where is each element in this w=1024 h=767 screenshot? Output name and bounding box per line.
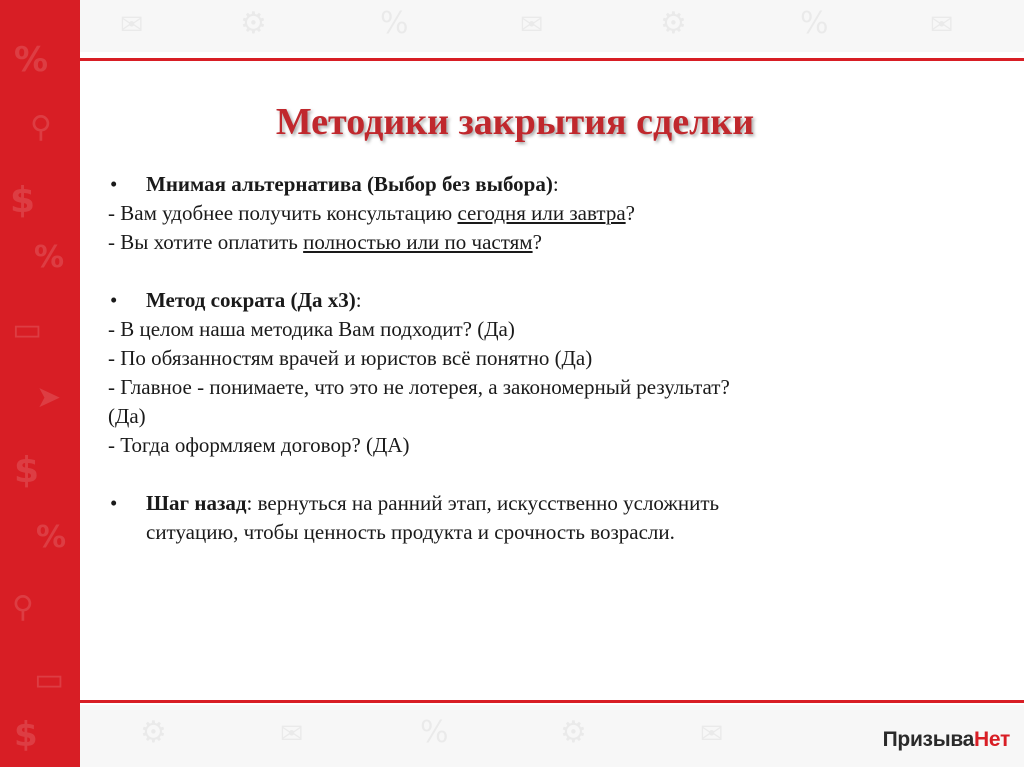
- line-1-underlined: сегодня или завтра: [457, 201, 626, 225]
- pattern-percent-icon: %: [800, 6, 829, 41]
- pattern-card-icon: ▭: [34, 660, 65, 698]
- spacer: [108, 460, 988, 489]
- pattern-envelope-icon: ✉: [700, 717, 724, 750]
- spacer: [108, 257, 988, 286]
- pattern-arrow-icon: ➤: [36, 380, 62, 415]
- pattern-percent-icon: %: [34, 240, 65, 275]
- section-1-heading: [108, 170, 988, 199]
- line-2-suffix: ?: [532, 230, 542, 254]
- slide-title: Методики закрытия сделки: [275, 101, 755, 143]
- section-1-title: Мнимая альтернатива (Выбор без выбора): [146, 172, 553, 196]
- left-decorative-band: [0, 0, 80, 767]
- slide-content: [108, 170, 988, 547]
- logo-text-part-1: Призыва: [882, 728, 975, 751]
- pattern-dollar-icon: $: [10, 180, 36, 221]
- pattern-percent-icon: %: [420, 715, 449, 750]
- pattern-dollar-icon: $: [14, 450, 40, 491]
- section-1-colon: :: [552, 172, 559, 196]
- pattern-gear-icon: ⚙: [240, 6, 267, 41]
- section-2-line: - В целом наша методика Вам подходит? (Да): [108, 317, 515, 341]
- section-1-line-1: [108, 199, 988, 228]
- bullet-icon: •: [110, 491, 118, 515]
- pattern-gear-icon: ⚙: [560, 715, 587, 750]
- pattern-card-icon: ▭: [12, 310, 43, 348]
- pattern-envelope-icon: ✉: [120, 8, 144, 41]
- pattern-pin-icon: ⚲: [30, 110, 52, 145]
- pattern-percent-icon: %: [36, 520, 67, 555]
- line-2-text: - Вы хотите оплатить: [108, 230, 304, 254]
- pattern-percent-icon: %: [380, 6, 409, 41]
- section-2-line: (Да): [108, 404, 146, 428]
- section-2-title: Метод сократа (Да х3): [146, 288, 356, 312]
- section-2-line: - Тогда оформляем договор? (ДА): [108, 433, 410, 457]
- pattern-dollar-icon: $: [14, 715, 38, 755]
- pattern-envelope-icon: ✉: [520, 8, 544, 41]
- bottom-divider: [80, 700, 1024, 703]
- section-3-title: Шаг назад: [146, 491, 247, 515]
- line-1-suffix: ?: [625, 201, 635, 225]
- section-2-line: - По обязанностям врачей и юристов всё понятно (Да): [108, 346, 593, 370]
- pattern-gear-icon: ⚙: [660, 6, 687, 41]
- pattern-percent-icon: %: [14, 40, 49, 80]
- section-2-colon: :: [355, 288, 362, 312]
- section-2-line: - Главное - понимаете, что это не лотерея, а закономерный результат?: [108, 375, 730, 399]
- pattern-envelope-icon: ✉: [930, 8, 954, 41]
- line-2-underlined: полностью или по частям: [303, 230, 533, 254]
- section-3-line-1: [108, 489, 988, 518]
- section-2-heading: [108, 286, 988, 315]
- line-1-text: - Вам удобнее получить консультацию: [108, 201, 458, 225]
- top-decorative-band: [80, 0, 1024, 52]
- bullet-icon: •: [110, 172, 118, 196]
- brand-logo: [883, 728, 1010, 752]
- section-1-line-2: [108, 228, 988, 257]
- bullet-icon: •: [110, 288, 118, 312]
- section-3-line-2: ситуацию, чтобы ценность продукта и срочность возрасли.: [146, 520, 675, 544]
- pattern-gear-icon: ⚙: [140, 715, 167, 750]
- top-divider: [80, 58, 1024, 61]
- logo-text-part-2: Нет: [974, 728, 1010, 751]
- pattern-envelope-icon: ✉: [280, 717, 304, 750]
- section-3-text: : вернуться на ранний этап, искусственно усложнить: [246, 491, 720, 515]
- pattern-pin-icon: ⚲: [12, 590, 34, 625]
